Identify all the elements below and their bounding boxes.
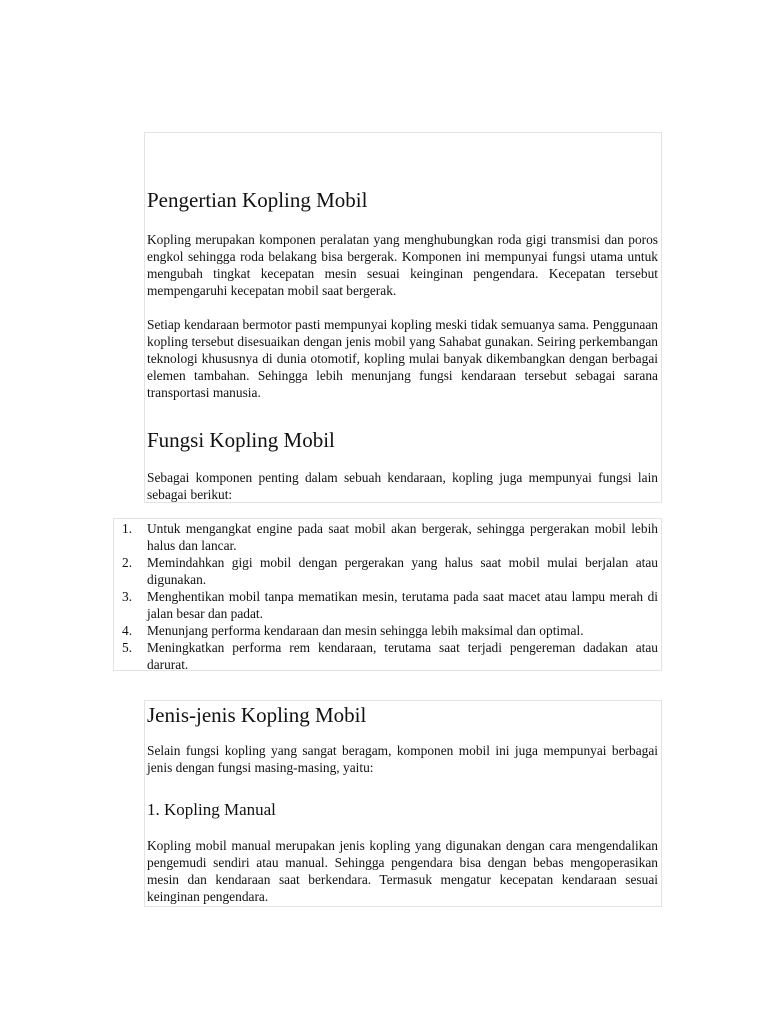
list-item-text: Memindahkan gigi mobil dengan pergerakan yang halus saat mobil mulai berjalan atau digunakan. [147, 555, 658, 587]
subheading-kopling-manual: 1. Kopling Manual [147, 800, 276, 819]
list-item [113, 588, 658, 622]
list-item [113, 622, 658, 639]
paragraph-kopling-manual: Kopling mobil manual merupakan jenis kopling yang digunakan dengan cara mengendalikan pengemudi sendiri atau manual. Sehingga pengendara bisa dengan bebas mengoperasikan mesin dan kendaraan saat berkendara. Termasuk mengatur kecepatan kendaraan sesuai keinginan pengendara. [147, 838, 658, 904]
list-item-text: Menghentikan mobil tanpa mematikan mesin, terutama pada saat macet atau lampu merah di jalan besar dan padat. [147, 589, 658, 621]
list-item [113, 520, 658, 554]
paragraph-fungsi: Sebagai komponen penting dalam sebuah kendaraan, kopling juga mempunyai fungsi lain sebagai berikut: [147, 470, 658, 502]
list-number: 4. [122, 623, 133, 638]
list-number: 3. [122, 589, 133, 604]
heading-jenis: Jenis-jenis Kopling Mobil [147, 703, 367, 727]
heading-fungsi: Fungsi Kopling Mobil [147, 428, 335, 452]
list-number: 1. [122, 521, 133, 536]
list-item-text: Menunjang performa kendaraan dan mesin sehingga lebih maksimal dan optimal. [147, 623, 584, 638]
paragraph-jenis-1: Selain fungsi kopling yang sangat beragam, komponen mobil ini juga mempunyai berbagai jenis dengan fungsi masing-masing, yaitu: [147, 743, 658, 775]
list-number: 5. [122, 640, 133, 655]
list-item-text: Meningkatkan performa rem kendaraan, terutama saat terjadi pengereman dadakan atau darurat. [147, 640, 658, 672]
heading-pengertian: Pengertian Kopling Mobil [147, 188, 368, 212]
paragraph-pengertian-1: Kopling merupakan komponen peralatan yang menghubungkan roda gigi transmisi dan poros engkol sehingga roda belakang bisa bergerak. Komponen ini mempunyai fungsi utama untuk mengubah tingkat kecepatan mesin sesuai keinginan pengendara. Kecepatan tersebut mempengaruhi kecepatan mobil saat bergerak. [147, 232, 658, 298]
paragraph-pengertian-2: Setiap kendaraan bermotor pasti mempunyai kopling meski tidak semuanya sama. Penggunaan kopling tersebut disesuaikan dengan jenis mobil yang Sahabat gunakan. Seiring perkembangan teknologi khususnya di dunia otomotif, kopling mulai banyak dikembangkan dengan berbagai elemen tambahan. Sehingga lebih menunjang fungsi kendaraan tersebut sebagai sarana transportasi manusia. [147, 317, 658, 400]
list-item [113, 639, 658, 673]
list-number: 2. [122, 555, 133, 570]
list-item [113, 554, 658, 588]
list-item-text: Untuk mengangkat engine pada saat mobil akan bergerak, sehingga pergerakan mobil lebih halus dan lancar. [147, 521, 658, 553]
fungsi-list [113, 520, 658, 673]
